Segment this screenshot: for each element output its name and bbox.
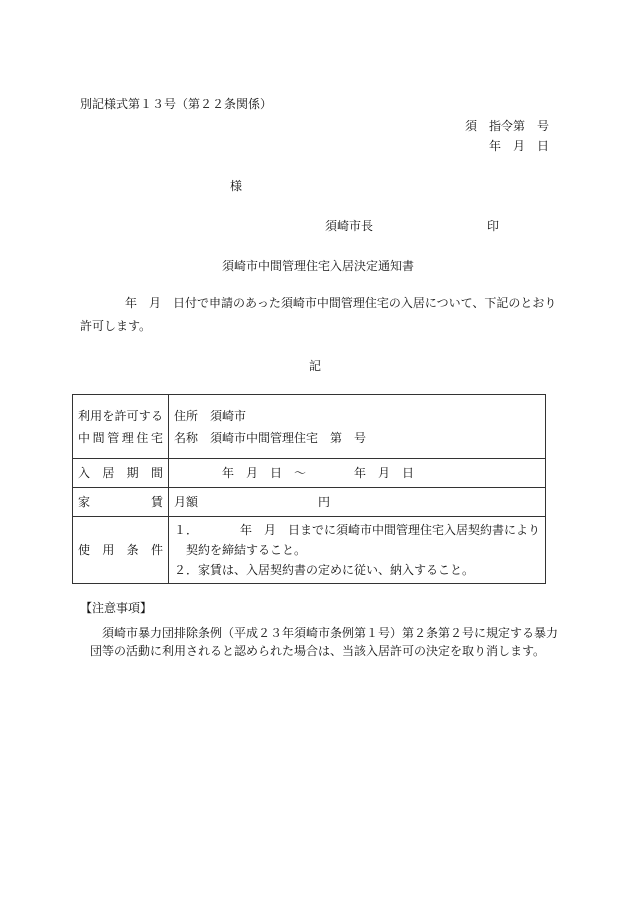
row-value	[168, 395, 545, 459]
body-text-line-2: 許可します。	[80, 319, 152, 333]
row-header	[73, 395, 169, 459]
form-label: 別記様式第１３号（第２２条関係）	[80, 97, 273, 111]
ki-heading: 記	[309, 359, 322, 373]
rent: 月額 円	[168, 488, 545, 517]
table-row	[73, 488, 546, 517]
notes-line-2: 団等の活動に利用されると認められた場合は、当該入居許可の決定を取り消します。	[90, 644, 546, 658]
header-line: 中間管理住宅	[78, 430, 163, 445]
table-row	[73, 517, 546, 584]
table-row	[73, 395, 546, 459]
header-line: 利用を許可する	[78, 408, 163, 423]
reference-number: 須 指令第 号	[464, 119, 549, 133]
notes-line-1: 須崎市暴力団排除条例（平成２３年須崎市条例第１号）第２条第２号に規定する暴力	[102, 626, 559, 640]
notes-heading: 【注意事項】	[80, 601, 153, 615]
occupancy-period: 年 月 日 ～ 年 月 日	[168, 459, 545, 488]
usage-conditions	[168, 517, 545, 584]
housing-name: 名称 須崎市中間管理住宅 第 号	[173, 430, 366, 445]
seal-mark: 印	[487, 219, 500, 233]
address: 住所 須崎市	[173, 408, 246, 423]
permit-details-table	[72, 394, 546, 584]
issue-date: 年 月 日	[488, 139, 549, 153]
row-header: 家賃	[73, 488, 169, 517]
issuer: 須崎市長	[325, 219, 374, 233]
condition-line: １． 年 月 日までに須崎市中間管理住宅入居契約書により	[173, 523, 540, 537]
row-header: 使用条件	[73, 517, 169, 584]
table-row	[73, 459, 546, 488]
condition-line: ２．家賃は、入居契約書の定めに従い、納入すること。	[173, 563, 474, 577]
body-text-line-1: 年 月 日付で申請のあった須崎市中間管理住宅の入居について、下記のとおり	[125, 296, 557, 310]
addressee: 様	[230, 179, 243, 193]
document-title: 須崎市中間管理住宅入居決定通知書	[222, 259, 415, 273]
condition-line: 契約を締結すること。	[173, 543, 306, 557]
row-header: 入居期間	[73, 459, 169, 488]
